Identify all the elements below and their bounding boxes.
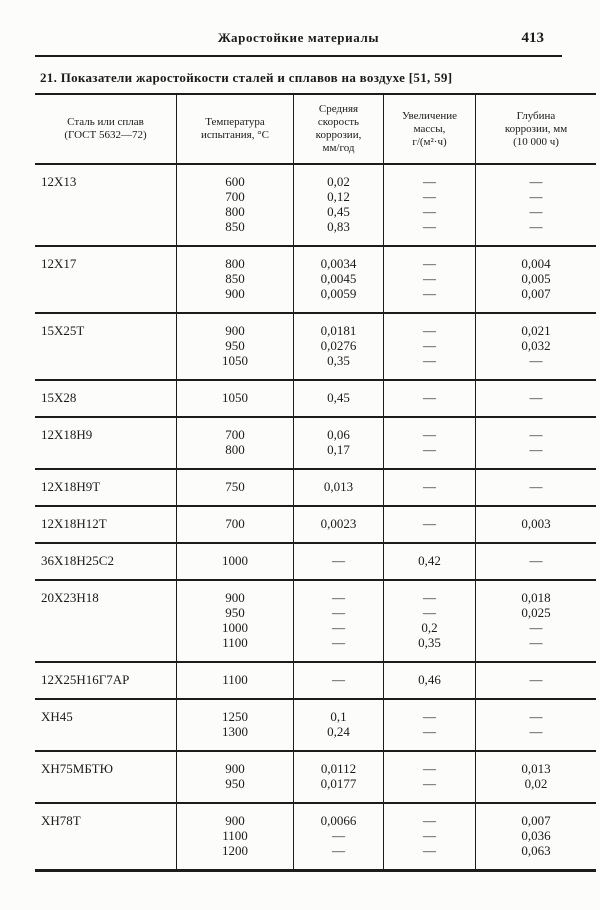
- steel-name-cell: ХН78Т: [41, 813, 81, 828]
- mass-gain-cell: —: [384, 469, 476, 506]
- corrosion-depth-cell: —: [476, 469, 597, 506]
- running-head: [35, 30, 562, 50]
- mass-gain-cell: — — —: [384, 313, 476, 380]
- table-title: 21. Показатели жаростойкости сталей и сплавов на воздухе [51, 59]: [40, 70, 453, 85]
- corrosion-rate-cell: 0,0023: [294, 506, 384, 543]
- corrosion-depth-cell: 0,007 0,036 0,063: [476, 803, 597, 871]
- corrosion-depth-cell: 0,004 0,005 0,007: [476, 246, 597, 313]
- corrosion-depth-cell: —: [476, 543, 597, 580]
- corrosion-rate-cell: — — — —: [294, 580, 384, 662]
- corrosion-depth-cell: — —: [476, 699, 597, 751]
- steel-name-cell: 15Х25Т: [41, 323, 85, 338]
- table-row: [35, 543, 596, 580]
- steel-name-cell: 36Х18Н25С2: [41, 553, 114, 568]
- table-row: [35, 380, 596, 417]
- temperature-cell: 1100: [177, 662, 294, 699]
- mass-gain-cell: —: [384, 506, 476, 543]
- mass-gain-cell: — — 0,2 0,35: [384, 580, 476, 662]
- mass-gain-cell: — — — —: [384, 164, 476, 246]
- mass-gain-cell: — — —: [384, 803, 476, 871]
- corrosion-depth-cell: 0,013 0,02: [476, 751, 597, 803]
- temperature-cell: 900 950 1050: [177, 313, 294, 380]
- corrosion-rate-cell: 0,0181 0,0276 0,35: [294, 313, 384, 380]
- mass-gain-cell: 0,46: [384, 662, 476, 699]
- steel-name-cell: 15Х28: [41, 390, 77, 405]
- table-row: [35, 164, 596, 246]
- column-header: Температура испытания, °С: [177, 94, 294, 164]
- table-row: [35, 313, 596, 380]
- table-body: [35, 164, 596, 871]
- corrosion-rate-cell: 0,013: [294, 469, 384, 506]
- table-row: [35, 580, 596, 662]
- steel-name-cell: 12Х18Н12Т: [41, 516, 107, 531]
- table-row: [35, 751, 596, 803]
- table-header: [35, 94, 596, 164]
- table-row: [35, 506, 596, 543]
- mass-gain-cell: —: [384, 380, 476, 417]
- steel-name-cell: ХН45: [41, 709, 73, 724]
- steel-name-cell: 20Х23Н18: [41, 590, 99, 605]
- temperature-cell: 750: [177, 469, 294, 506]
- temperature-cell: 1050: [177, 380, 294, 417]
- temperature-cell: 900 950 1000 1100: [177, 580, 294, 662]
- temperature-cell: 1000: [177, 543, 294, 580]
- mass-gain-cell: — — —: [384, 246, 476, 313]
- steel-name-cell: 12Х17: [41, 256, 77, 271]
- header-row: [35, 94, 596, 164]
- temperature-cell: 1250 1300: [177, 699, 294, 751]
- corrosion-rate-cell: 0,0066 — —: [294, 803, 384, 871]
- table-row: [35, 246, 596, 313]
- column-header: Сталь или сплав (ГОСТ 5632—72): [35, 94, 177, 164]
- temperature-cell: 900 950: [177, 751, 294, 803]
- corrosion-rate-cell: —: [294, 543, 384, 580]
- mass-gain-cell: — —: [384, 751, 476, 803]
- column-header: Глубина коррозии, мм (10 000 ч): [476, 94, 597, 164]
- mass-gain-cell: 0,42: [384, 543, 476, 580]
- corrosion-depth-cell: — —: [476, 417, 597, 469]
- table-row: [35, 417, 596, 469]
- mass-gain-cell: — —: [384, 699, 476, 751]
- steel-name-cell: 12Х13: [41, 174, 77, 189]
- table-row: [35, 469, 596, 506]
- corrosion-depth-cell: — — — —: [476, 164, 597, 246]
- corrosion-depth-cell: —: [476, 662, 597, 699]
- running-head-title: Жаростойкие материалы: [217, 30, 380, 45]
- temperature-cell: 700 800: [177, 417, 294, 469]
- corrosion-depth-cell: 0,003: [476, 506, 597, 543]
- page-number: 413: [521, 30, 544, 46]
- running-head-rule: [35, 55, 562, 57]
- corrosion-rate-cell: 0,06 0,17: [294, 417, 384, 469]
- table-row: [35, 803, 596, 871]
- temperature-cell: 600 700 800 850: [177, 164, 294, 246]
- corrosion-depth-cell: 0,018 0,025 — —: [476, 580, 597, 662]
- steel-name-cell: 12Х25Н16Г7АР: [41, 672, 130, 687]
- corrosion-rate-cell: 0,0112 0,0177: [294, 751, 384, 803]
- temperature-cell: 900 1100 1200: [177, 803, 294, 871]
- corrosion-depth-cell: 0,021 0,032 —: [476, 313, 597, 380]
- steel-name-cell: 12Х18Н9Т: [41, 479, 101, 494]
- column-header: Увеличение массы, г/(м²·ч): [384, 94, 476, 164]
- steel-name-cell: ХН75МБТЮ: [41, 761, 113, 776]
- corrosion-depth-cell: —: [476, 380, 597, 417]
- corrosion-rate-cell: 0,45: [294, 380, 384, 417]
- table-row: [35, 699, 596, 751]
- corrosion-rate-cell: 0,1 0,24: [294, 699, 384, 751]
- corrosion-rate-cell: —: [294, 662, 384, 699]
- corrosion-rate-cell: 0,02 0,12 0,45 0,83: [294, 164, 384, 246]
- column-header: Средняя скорость коррозии, мм/год: [294, 94, 384, 164]
- corrosion-rate-cell: 0,0034 0,0045 0,0059: [294, 246, 384, 313]
- temperature-cell: 800 850 900: [177, 246, 294, 313]
- temperature-cell: 700: [177, 506, 294, 543]
- heat-resistance-table: [35, 93, 596, 872]
- table-row: [35, 662, 596, 699]
- mass-gain-cell: — —: [384, 417, 476, 469]
- steel-name-cell: 12Х18Н9: [41, 427, 93, 442]
